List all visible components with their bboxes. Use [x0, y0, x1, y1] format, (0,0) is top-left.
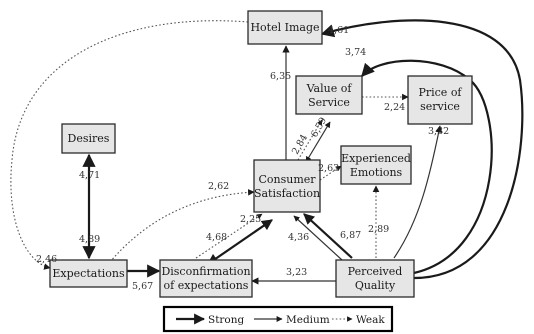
- weight-desires-expectations-bottom: 4,89: [79, 234, 101, 245]
- weight-expectations-satisfaction: 2,62: [208, 181, 230, 192]
- desires-label: Desires: [67, 132, 110, 145]
- weight-expectations-disconfirmation: 5,67: [132, 281, 154, 292]
- node-value-of-service: [296, 76, 362, 114]
- value-of-service-label-1: Value of: [306, 82, 352, 95]
- edge-expectations-satisfaction: [110, 192, 254, 262]
- node-hotel-image: [248, 11, 322, 44]
- weight-quality-satisfaction-strong: 6,87: [340, 230, 362, 241]
- consumer-satisfaction-label-1: Consumer: [258, 173, 316, 186]
- consumer-satisfaction-label-2: Satisfaction: [253, 187, 321, 200]
- weight-quality-emotions: 2,89: [368, 224, 390, 235]
- edge-image-expectations: [11, 21, 248, 268]
- legend-weak-label: Weak: [356, 314, 385, 326]
- weight-quality-image: 4,61: [328, 25, 350, 36]
- weight-quality-price: 3,32: [428, 126, 450, 137]
- node-disconfirmation: [160, 260, 252, 297]
- perceived-quality-label-1: Perceived: [347, 265, 403, 278]
- node-expectations: [50, 260, 127, 287]
- experienced-emotions-label-2: Emotions: [349, 166, 403, 179]
- weight-satisfaction-value-medium: 6,59: [309, 115, 330, 140]
- weight-satisfaction-value-weak: 2,84: [290, 132, 311, 157]
- node-desires: [62, 124, 115, 153]
- experienced-emotions-label-1: Experienced: [341, 152, 411, 165]
- node-perceived-quality: [336, 260, 414, 297]
- price-of-service-label-1: Price of: [418, 86, 462, 99]
- hotel-image-label: Hotel Image: [250, 21, 320, 34]
- node-consumer-satisfaction: [254, 160, 320, 212]
- weight-disconfirmation-satisfaction-weak: 2,25: [240, 214, 262, 225]
- price-of-service-label-2: service: [420, 100, 460, 113]
- weight-value-price: 2,24: [384, 102, 406, 113]
- legend-medium-label: Medium: [286, 314, 330, 326]
- legend-strong-label: Strong: [208, 314, 245, 326]
- expectations-label: Expectations: [52, 267, 125, 280]
- disconfirmation-label-2: of expectations: [163, 279, 249, 292]
- weight-quality-satisfaction-medium: 4,36: [288, 232, 310, 243]
- weight-desires-expectations-top: 4,71: [79, 170, 101, 181]
- legend: [164, 307, 392, 331]
- weight-disconfirmation-satisfaction-strong: 4,68: [206, 232, 228, 243]
- weight-quality-value: 3,74: [345, 47, 367, 58]
- value-of-service-label-2: Service: [308, 96, 350, 109]
- disconfirmation-label-1: Disconfirmation: [161, 265, 251, 278]
- weight-image-expectations: 2,46: [36, 254, 58, 265]
- node-price-of-service: [408, 76, 472, 124]
- weight-satisfaction-image: 6,35: [270, 71, 292, 82]
- weight-quality-disconfirmation: 3,23: [286, 267, 308, 278]
- node-experienced-emotions: [341, 146, 411, 184]
- weight-satisfaction-emotions: 2,63: [318, 163, 340, 174]
- perceived-quality-label-2: Quality: [354, 279, 396, 292]
